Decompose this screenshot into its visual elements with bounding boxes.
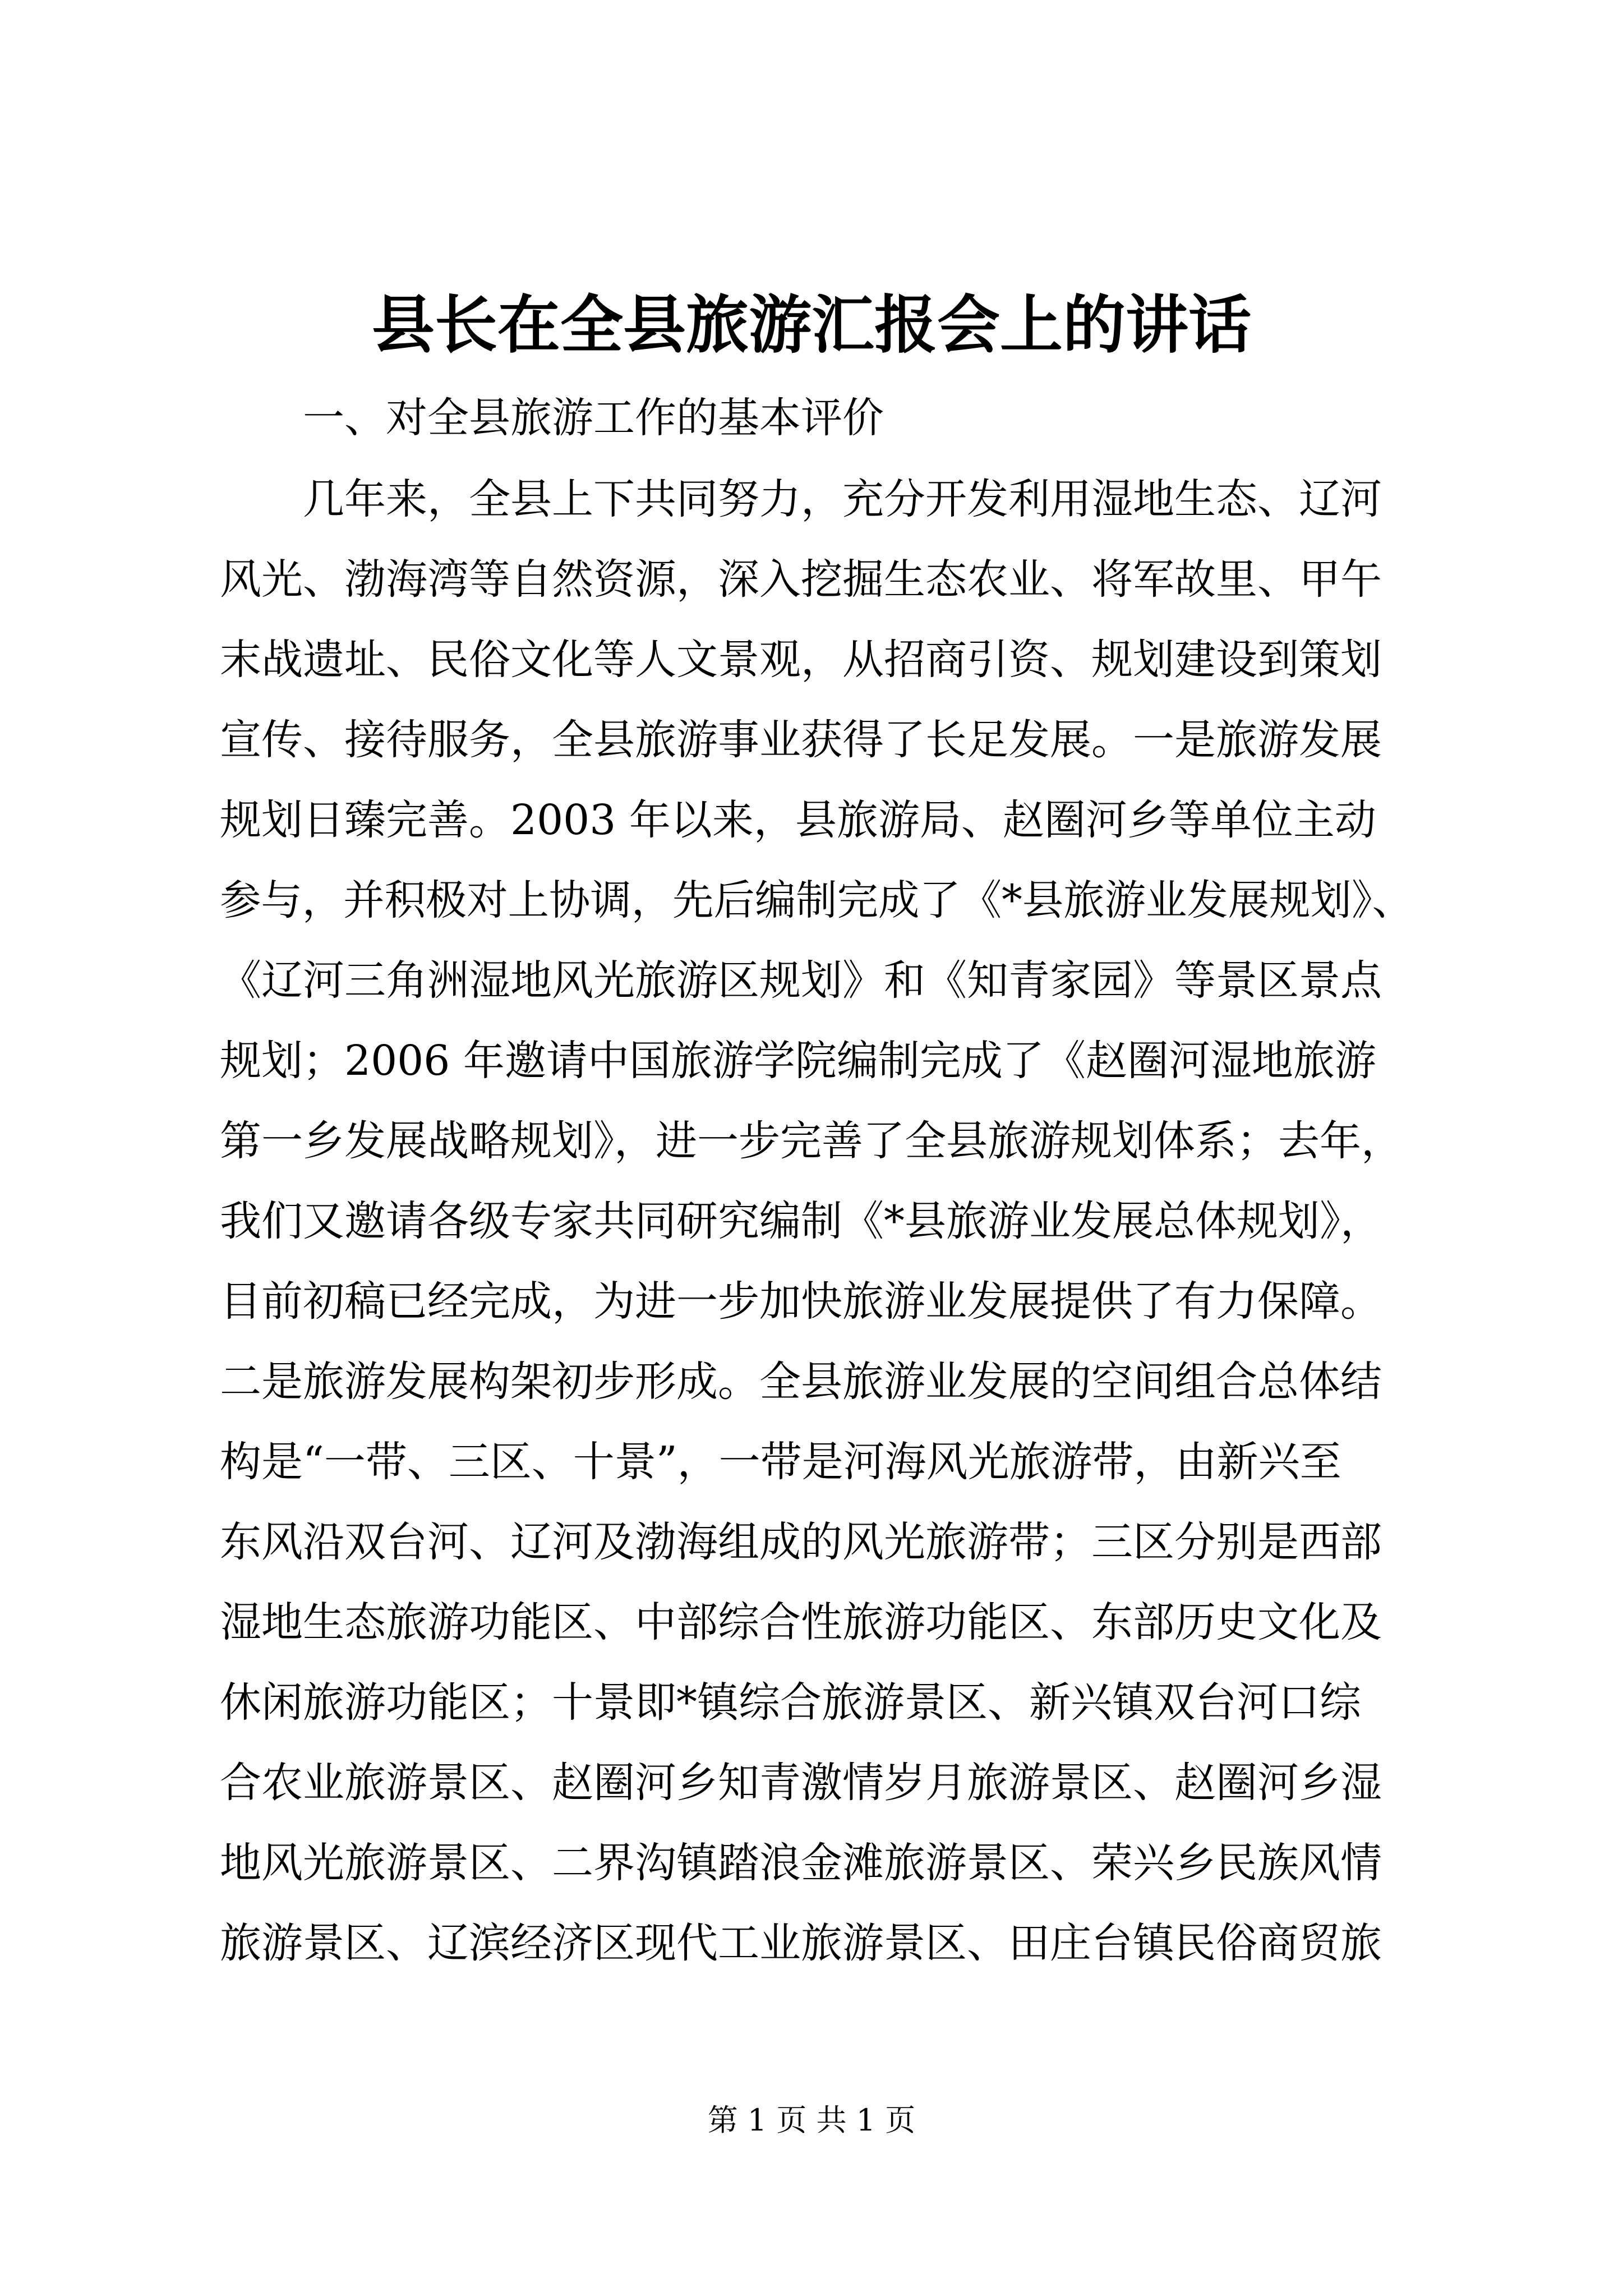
- body-line: 合农业旅游景区、赵圈河乡知青激情岁月旅游景区、赵圈河乡湿: [220, 1759, 1382, 1807]
- body-line: 二是旅游发展构架初步形成。全县旅游业发展的空间组合总体结: [220, 1358, 1382, 1406]
- body-line: 规划；2006 年邀请中国旅游学院编制完成了《赵圈河湿地旅游: [220, 1037, 1376, 1085]
- body-line: 休闲旅游功能区；十景即*镇综合旅游景区、新兴镇双台河口综: [220, 1678, 1361, 1727]
- page-footer: 第 1 页 共 1 页: [707, 2102, 916, 2138]
- body-line: 东风沿双台河、辽河及渤海组成的风光旅游带；三区分别是西部: [220, 1518, 1382, 1566]
- body-line: 宣传、接待服务，全县旅游事业获得了长足发展。一是旅游发展: [220, 716, 1382, 764]
- body-line: 湿地生态旅游功能区、中部综合性旅游功能区、东部历史文化及: [220, 1598, 1382, 1646]
- body-line: 第一乡发展战略规划》，进一步完善了全县旅游规划体系；去年，: [220, 1117, 1403, 1165]
- body-line: 风光、渤海湾等自然资源，深入挖掘生态农业、将军故里、甲午: [220, 555, 1382, 604]
- document-title: 县长在全县旅游汇报会上的讲话: [372, 288, 1251, 362]
- body-line: 构是“一带、三区、十景”，一带是河海风光旅游带，由新兴至: [220, 1438, 1341, 1486]
- body-line: 几年来，全县上下共同努力，充分开发利用湿地生态、辽河: [303, 475, 1382, 523]
- body-line: 旅游景区、辽滨经济区现代工业旅游景区、田庄台镇民俗商贸旅: [220, 1919, 1382, 1967]
- body-line: 《辽河三角洲湿地风光旅游区规划》和《知青家园》等景区景点: [220, 956, 1382, 1005]
- body-line: 末战遗址、民俗文化等人文景观，从招商引资、规划建设到策划: [220, 636, 1382, 684]
- section-heading: 一、对全县旅游工作的基本评价: [303, 394, 884, 442]
- body-line: 参与，并积极对上协调，先后编制完成了《*县旅游业发展规划》、: [220, 876, 1413, 924]
- body-line: 规划日臻完善。2003 年以来，县旅游局、赵圈河乡等单位主动: [220, 796, 1376, 844]
- body-line: 我们又邀请各级专家共同研究编制《*县旅游业发展总体规划》，: [220, 1197, 1382, 1245]
- body-line: 地风光旅游景区、二界沟镇踏浪金滩旅游景区、荣兴乡民族风情: [220, 1839, 1382, 1887]
- body-line: 目前初稿已经完成，为进一步加快旅游业发展提供了有力保障。: [220, 1277, 1382, 1326]
